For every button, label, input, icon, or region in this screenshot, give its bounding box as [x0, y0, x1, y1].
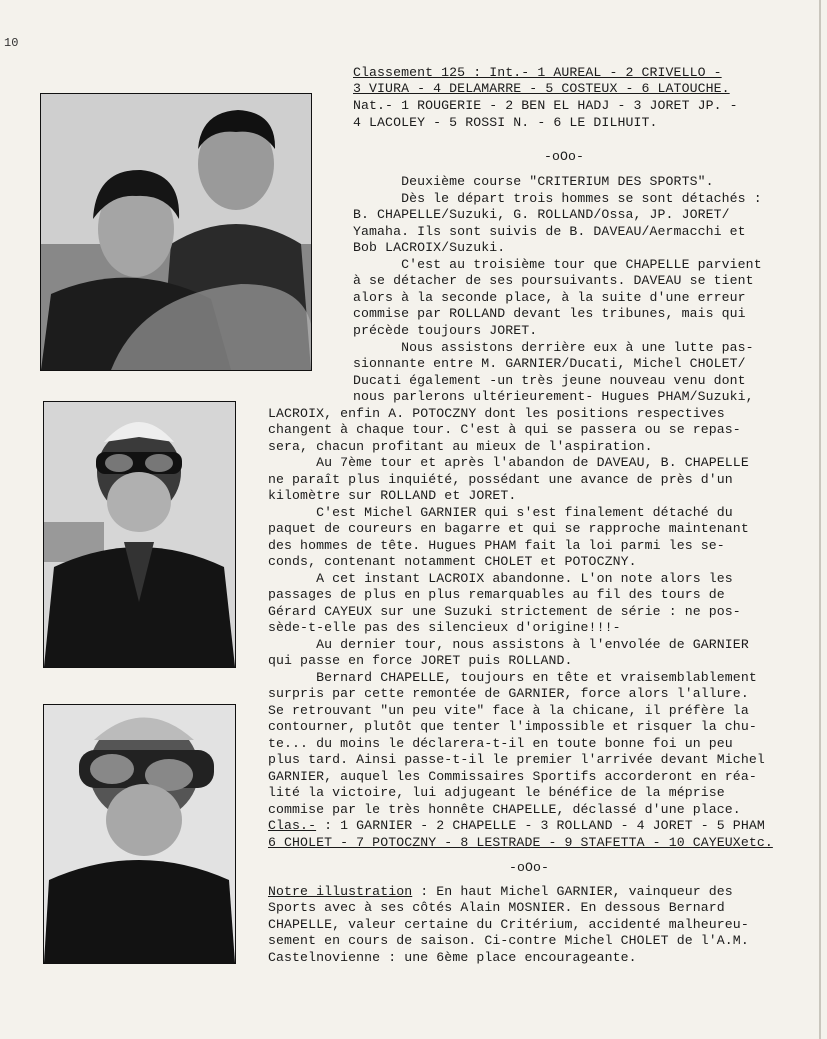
page-edge	[819, 0, 821, 1039]
article-line: commise par ROLLAND devant les tribunes, mais qui	[353, 306, 746, 321]
illustration-label: Notre illustration	[268, 884, 413, 899]
article-line: plus tard. Ainsi passe-t-il le premier l'arrivée devant Michel	[268, 752, 765, 767]
separator: -oOo-	[544, 149, 585, 164]
photo-cholet	[43, 704, 236, 964]
article-line: commise par le très honnête CHAPELLE, déclassé d'une place.	[268, 802, 741, 817]
article-line: Au 7ème tour et après l'abandon de DAVEAU, B. CHAPELLE	[268, 455, 749, 470]
article-line: conds, contenant notamment CHOLET et POTOCZNY.	[268, 554, 637, 569]
article-line: Au dernier tour, nous assistons à l'envolée de GARNIER	[268, 637, 749, 652]
classement-final-line2: 6 CHOLET - 7 POTOCZNY - 8 LESTRADE - 9 STAFETTA - 10 CAYEUXetc.	[268, 835, 773, 850]
illustration-line1	[268, 884, 733, 901]
photo-chapelle	[43, 401, 236, 668]
illustration-line: CHAPELLE, valeur certaine du Critérium, accidenté malheureu-	[268, 917, 749, 932]
article-line: à se détacher de ses poursuivants. DAVEAU se tient	[353, 273, 754, 288]
article-line: surpris par cette remontée de GARNIER, force alors l'allure.	[268, 686, 749, 701]
article-line: changent à chaque tour. C'est à qui se passera ou se repas-	[268, 422, 741, 437]
article-line: alors à la seconde place, à la suite d'une erreur	[353, 290, 746, 305]
illustration-line: sement en cours de saison. Ci-contre Michel CHOLET de l'A.M.	[268, 933, 749, 948]
article-line: GARNIER, auquel les Commissaires Sportifs accorderont en réa-	[268, 769, 757, 784]
classement-125-line: Nat.- 1 ROUGERIE - 2 BEN EL HADJ - 3 JORET JP. -	[353, 98, 738, 113]
article-line: Dès le départ trois hommes se sont détachés :	[353, 191, 762, 206]
photo-garnier-mosnier	[40, 93, 312, 371]
classement-final-label: Clas.-	[268, 818, 317, 833]
article-line: Bob LACROIX/Suzuki.	[353, 240, 506, 255]
article-line: nous parlerons ultérieurement- Hugues PHAM/Suzuki,	[353, 389, 754, 404]
article-line: Se retrouvant "un peu vite" face à la chicane, il préfère la	[268, 703, 749, 718]
classement-125-line: Classement 125 : Int.- 1 AUREAL - 2 CRIVELLO -	[353, 65, 722, 80]
article-line: paquet de coureurs en bagarre et qui se rapproche maintenant	[268, 521, 749, 536]
page-number: 10	[4, 36, 19, 50]
article-line: B. CHAPELLE/Suzuki, G. ROLLAND/Ossa, JP. JORET/	[353, 207, 730, 222]
classement-125-line: 4 LACOLEY - 5 ROSSI N. - 6 LE DILHUIT.	[353, 115, 658, 130]
article-line: sionnante entre M. GARNIER/Ducati, Michel CHOLET/	[353, 356, 746, 371]
article-line: précède toujours JORET.	[353, 323, 538, 338]
article-line: des hommes de tête. Hugues PHAM fait la loi parmi les se-	[268, 538, 725, 553]
article-line: lité la victoire, lui adjugeant le bénéfice de la méprise	[268, 785, 725, 800]
article-line: contourner, plutôt que tenter l'impossible et risquer la chu-	[268, 719, 757, 734]
article-line: C'est Michel GARNIER qui s'est finalement détaché du	[268, 505, 733, 520]
article-line: Deuxième course "CRITERIUM DES SPORTS".	[353, 174, 714, 189]
separator: -oOo-	[509, 860, 550, 875]
article-line: C'est au troisième tour que CHAPELLE parvient	[353, 257, 762, 272]
classement-125-line: 3 VIURA - 4 DELAMARRE - 5 COSTEUX - 6 LATOUCHE.	[353, 81, 730, 96]
article-line: Ducati également -un très jeune nouveau venu dont	[353, 373, 746, 388]
article-line: kilomètre sur ROLLAND et JORET.	[268, 488, 517, 503]
article-line: te... du moins le déclarera-t-il en toute bonne foi un peu	[268, 736, 733, 751]
article-line: Nous assistons derrière eux à une lutte pas-	[353, 340, 754, 355]
article-line: qui passe en force JORET puis ROLLAND.	[268, 653, 573, 668]
illustration-text: : En haut Michel GARNIER, vainqueur des	[412, 884, 733, 899]
article-line: Gérard CAYEUX sur une Suzuki strictement de série : ne pos-	[268, 604, 741, 619]
article-line: A cet instant LACROIX abandonne. L'on note alors les	[268, 571, 733, 586]
article-line: Bernard CHAPELLE, toujours en tête et vraisemblablement	[268, 670, 757, 685]
classement-final-text: : 1 GARNIER - 2 CHAPELLE - 3 ROLLAND - 4 JORET - 5 PHAM	[316, 818, 765, 833]
illustration-line: Sports avec à ses côtés Alain MOSNIER. En dessous Bernard	[268, 900, 725, 915]
classement-final-line1	[268, 818, 765, 835]
article-line: sera, chacun profitant au mieux de l'aspiration.	[268, 439, 653, 454]
article-line: sède-t-elle pas des silencieux d'origine!!!-	[268, 620, 621, 635]
illustration-line: Castelnovienne : une 6ème place encourageante.	[268, 950, 637, 965]
article-line: ne paraît plus inquiété, possédant une avance de près d'un	[268, 472, 733, 487]
article-line: passages de plus en plus remarquables au fil des tours de	[268, 587, 725, 602]
article-line: LACROIX, enfin A. POTOCZNY dont les positions respectives	[268, 406, 725, 421]
article-line: Yamaha. Ils sont suivis de B. DAVEAU/Aermacchi et	[353, 224, 746, 239]
